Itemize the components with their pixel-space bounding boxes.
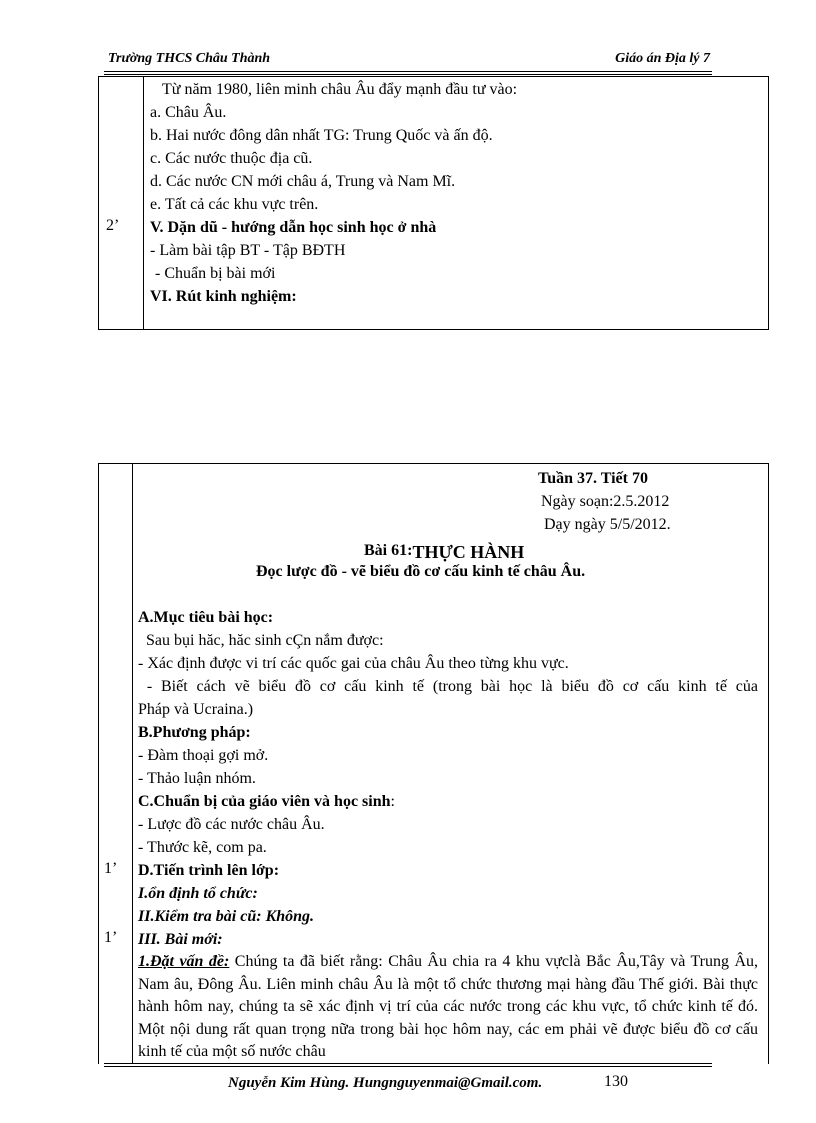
intro-paragraph [138,951,758,1064]
section-a-line-1: Sau bụi hăc, hăc sinh cÇn nắm được: [138,632,384,649]
lesson-name: THỰC HÀNH [412,542,525,562]
date-taught: Dạy ngày 5/5/2012. [544,516,671,533]
page-number: 130 [604,1073,628,1090]
homework-line: - Làm bài tập BT - Tập BĐTH [150,242,346,259]
subject-name: Giáo án Địa lý 7 [615,51,710,66]
time-cell: 2’ [106,217,120,234]
option-d: d. Các nước CN mới châu á, Trung và Nam Mĩ. [150,173,456,190]
section-c-colon: : [390,793,395,810]
option-e: e. Tất cả các khu vực trên. [150,196,319,213]
section-a-line-2: - Xác định được vi trí các quốc gai của châu Âu theo từng khu vực. [138,655,569,672]
date-prepared: Ngày soạn:2.5.2012 [541,493,670,510]
section-c-line-2: - Thước kẽ, com pa. [138,839,267,856]
section-d-1 [138,883,258,905]
header-rule [104,71,712,72]
week-lesson: Tuần 37. Tiết 70 [538,470,648,487]
section-b-heading: B.Phương pháp: [138,724,251,741]
option-a: a. Châu Âu. [150,104,227,121]
table-bottom-divider [132,463,133,1063]
section-d-1-colon: : [252,885,258,902]
intro-label: 1.Đặt vấn đề: [138,953,230,970]
section-c-heading [138,791,395,813]
section-d-1-title: I.ổn định tổ chức [138,885,253,902]
header-rule-2 [104,74,712,75]
time-cell-1: 1’ [104,860,118,877]
page-header [108,51,710,71]
section-vi-heading: VI. Rút kinh nghiệm: [150,288,297,305]
section-b-line-2: - Thảo luận nhóm. [138,770,256,787]
section-a-line-4: Pháp và Ucraina.) [138,701,254,718]
section-d-heading: D.Tiến trình lên lớp: [138,862,280,879]
time-cell-2: 1’ [104,929,118,946]
section-d-3: III. Bài mới: [138,931,223,948]
section-a-heading: A.Mục tiêu bài học: [138,609,274,626]
option-c: c. Các nước thuộc địa cũ. [150,150,313,167]
section-d-2: II.Kiểm tra bài cũ: Không. [138,908,315,925]
section-c-line-1: - Lược đồ các nước châu Âu. [138,816,325,833]
footer-author: Nguyễn Kim Hùng. Hungnguyenmai@Gmail.com. [228,1075,543,1091]
prepare-line: - Chuẩn bị bài mới [155,265,276,282]
lesson-title [364,538,524,562]
table-top-divider [143,76,144,329]
school-name: Trường THCS Châu Thành [108,51,271,66]
section-b-line-1: - Đàm thoại gợi mở. [138,747,269,764]
section-c-title: C.Chuẩn bị của giáo viên và học sinh [138,793,391,810]
option-b: b. Hai nước đông dân nhất TG: Trung Quốc và ấn độ. [150,127,493,144]
section-v-heading: V. Dặn dũ - hướng dẫn học sinh học ở nhà [150,219,437,236]
section-a-line-3: - Biết cách vẽ biểu đồ cơ cấu kinh tế (trong bài học là biểu đồ cơ cấu kinh tế của [138,678,758,695]
footer-rule [104,1063,712,1064]
lesson-number: Bài 61: [364,542,413,559]
lesson-subtitle: Đọc lược đồ - vẽ biểu đồ cơ cấu kinh tế châu Âu. [256,563,586,580]
footer-rule-2 [104,1066,712,1067]
question-line: Từ năm 1980, liên minh châu Âu đẩy mạnh đầu tư vào: [162,81,518,98]
intro-text: Chúng ta đã biết rằng: Châu Âu chia ra 4 khu vựclà Bắc Âu,Tây và Trung Âu, Nam âu, Đông Âu. Liên minh châu Âu là một tổ chức thương mại hàng đầu Thế giới. Bài thực hành hôm nay, chúng ta sẽ xác định vị trí của các nước trong các khu vực, tổ chức kinh tế đó. Một nội dung rất quan trọng nữa trong bài học hôm nay, các em phải vẽ được biểu đồ cơ cấu kinh tế của một số nước châu [138,953,759,1061]
